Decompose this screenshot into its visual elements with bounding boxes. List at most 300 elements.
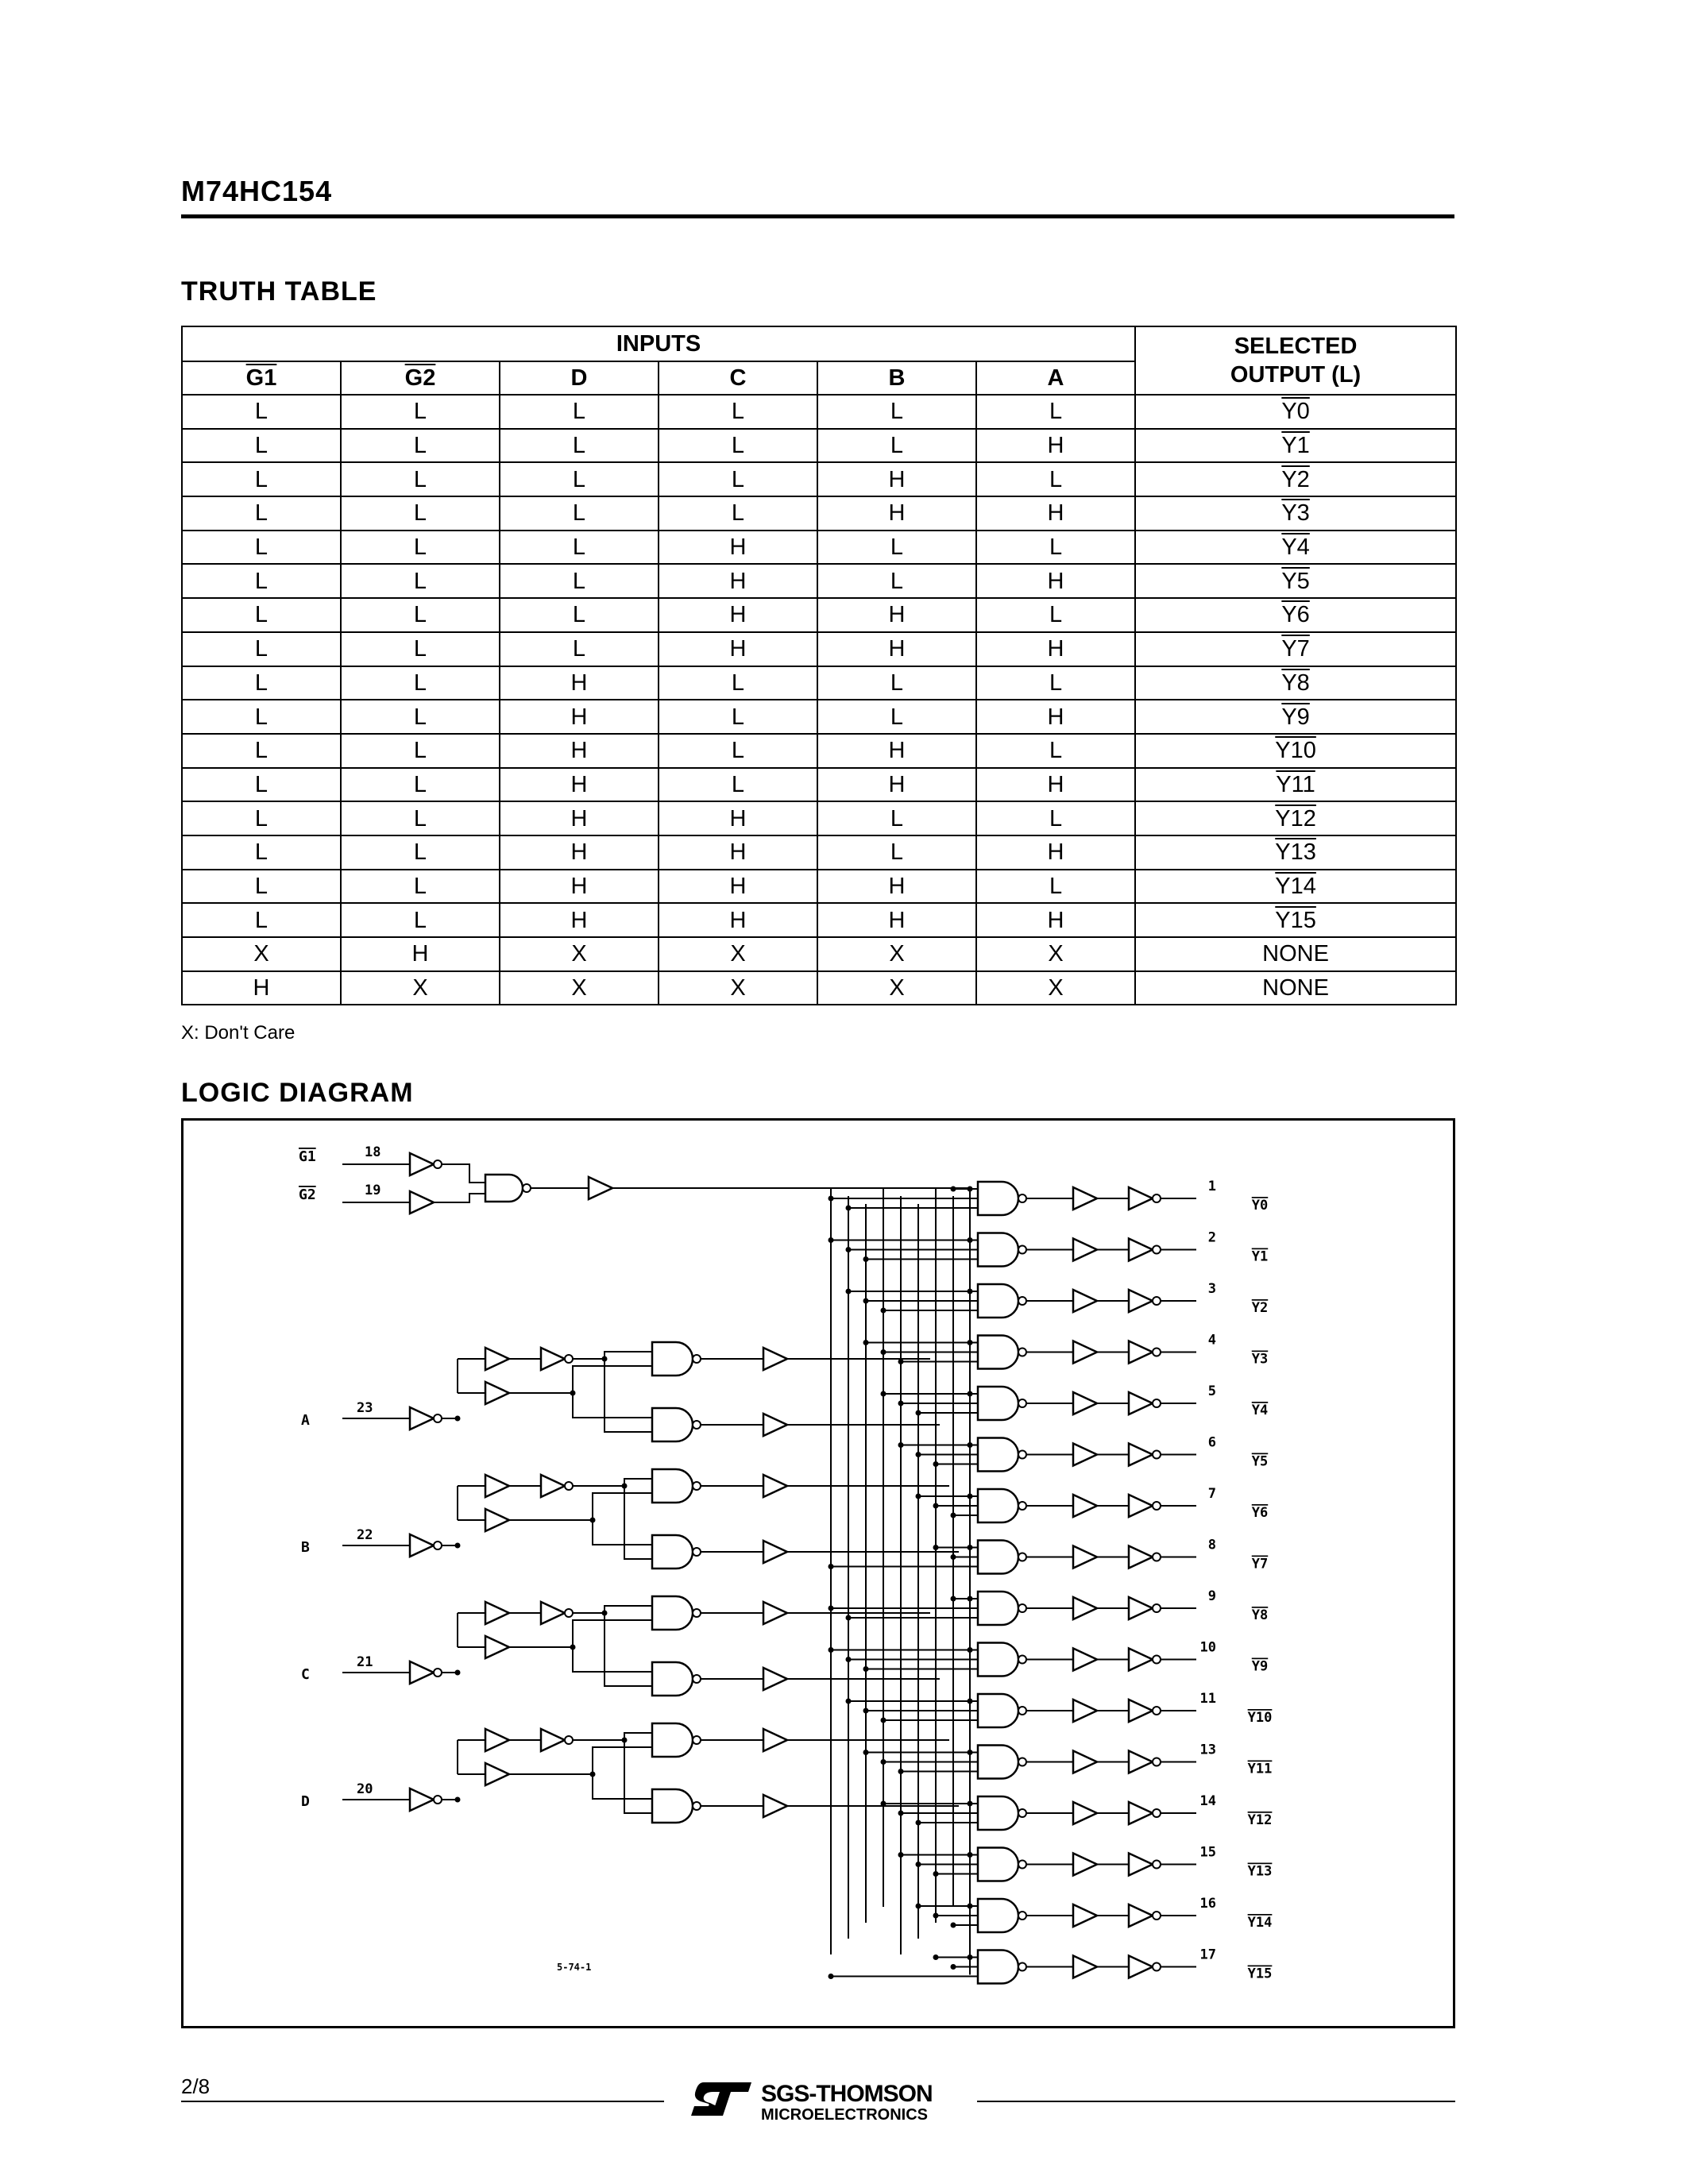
junction-dot xyxy=(951,1187,956,1192)
inverter-bubble xyxy=(693,1736,701,1744)
inverter-bubble xyxy=(1018,1297,1026,1305)
junction-dot xyxy=(951,1964,956,1970)
buffer-gate xyxy=(1073,1444,1097,1466)
junction-dot xyxy=(933,1545,939,1550)
nand-gate xyxy=(978,1694,1018,1727)
truth-table xyxy=(181,326,1457,1005)
table-row xyxy=(182,462,1456,496)
wire xyxy=(624,1740,652,1813)
table-cell: L xyxy=(182,632,341,666)
buffer-gate xyxy=(1129,1392,1153,1414)
output-cell xyxy=(1135,734,1456,768)
junction-dot xyxy=(968,1596,973,1602)
junction-dot xyxy=(602,1356,608,1362)
table-row xyxy=(182,531,1456,565)
label-text: Y2 xyxy=(1251,1300,1269,1316)
buffer-gate xyxy=(410,1534,434,1557)
nand-gate xyxy=(485,1175,523,1202)
output-cell xyxy=(1135,768,1456,802)
label-text: Y15 xyxy=(1247,1966,1273,1982)
buffer-gate xyxy=(1129,1904,1153,1927)
table-cell: L xyxy=(341,395,500,429)
label-text: 19 xyxy=(365,1183,381,1198)
label-text: 16 xyxy=(1199,1896,1216,1912)
inverter-bubble xyxy=(565,1609,573,1617)
inverter-bubble xyxy=(1153,1604,1161,1612)
nand-gate xyxy=(978,1182,1018,1215)
label-text: 1 xyxy=(1207,1179,1216,1194)
junction-dot xyxy=(602,1611,608,1616)
output-value: Y6 xyxy=(1281,602,1310,628)
label-text: 13 xyxy=(1199,1742,1216,1758)
junction-dot xyxy=(881,1391,886,1397)
table-cell: L xyxy=(659,429,817,463)
table-cell: H xyxy=(976,429,1135,463)
inverter-bubble xyxy=(693,1675,701,1683)
table-cell: H xyxy=(817,496,976,531)
output-header-line1: SELECTED xyxy=(1234,334,1358,359)
table-row xyxy=(182,564,1456,598)
junction-dot xyxy=(898,1359,904,1364)
table-cell: X xyxy=(500,971,659,1005)
table-row xyxy=(182,700,1456,734)
junction-dot xyxy=(916,1452,921,1457)
junction-dot xyxy=(846,1657,852,1662)
junction-dot xyxy=(968,1647,973,1653)
junction-dot xyxy=(968,1954,973,1960)
label-text: A xyxy=(301,1412,310,1429)
table-cell: L xyxy=(182,666,341,700)
label-text: 7 xyxy=(1207,1486,1216,1502)
table-row xyxy=(182,395,1456,429)
junction-dot xyxy=(968,1494,973,1499)
table-row xyxy=(182,971,1456,1005)
inverter-bubble xyxy=(693,1421,701,1429)
output-value: Y5 xyxy=(1281,568,1310,594)
footer-rule-right xyxy=(977,2101,1455,2102)
truth-table-title: TRUTH TABLE xyxy=(181,276,377,307)
inverter-bubble xyxy=(1018,1656,1026,1664)
junction-dot xyxy=(881,1801,886,1807)
buffer-gate xyxy=(763,1348,787,1370)
label-text: Y1 xyxy=(1251,1248,1269,1265)
inverter-bubble xyxy=(565,1355,573,1363)
table-cell: H xyxy=(659,903,817,937)
nand-gate xyxy=(652,1535,693,1569)
junction-dot xyxy=(455,1797,461,1803)
output-value: Y3 xyxy=(1281,500,1310,527)
table-cell: L xyxy=(182,531,341,565)
buffer-gate xyxy=(1073,1392,1097,1414)
junction-dot xyxy=(881,1349,886,1355)
junction-dot xyxy=(898,1442,904,1448)
table-cell: L xyxy=(976,395,1135,429)
inverter-bubble xyxy=(1018,1912,1026,1920)
junction-dot xyxy=(590,1518,596,1523)
buffer-gate xyxy=(1073,1802,1097,1824)
table-cell: H xyxy=(500,700,659,734)
label-text: 9 xyxy=(1207,1588,1216,1604)
output-value: Y9 xyxy=(1281,704,1310,730)
buffer-gate xyxy=(1129,1444,1153,1466)
table-cell: H xyxy=(500,734,659,768)
junction-dot xyxy=(916,1494,921,1499)
table-cell: L xyxy=(182,870,341,904)
table-cell: L xyxy=(500,395,659,429)
buffer-gate xyxy=(485,1348,509,1370)
table-cell: L xyxy=(659,395,817,429)
table-cell: H xyxy=(500,768,659,802)
junction-dot xyxy=(968,1289,973,1295)
nand-gate xyxy=(652,1723,693,1757)
table-cell: L xyxy=(817,395,976,429)
junction-dot xyxy=(916,1904,921,1909)
table-cell: H xyxy=(182,971,341,1005)
junction-dot xyxy=(829,1647,834,1653)
inverter-bubble xyxy=(1153,1194,1161,1202)
table-cell: L xyxy=(976,598,1135,632)
table-row xyxy=(182,734,1456,768)
nand-gate xyxy=(978,1233,1018,1267)
table-cell: H xyxy=(659,531,817,565)
table-cell: L xyxy=(341,734,500,768)
table-cell: H xyxy=(817,632,976,666)
table-cell: H xyxy=(500,870,659,904)
table-cell: L xyxy=(976,666,1135,700)
buffer-gate xyxy=(1129,1854,1153,1876)
logic-diagram xyxy=(181,1118,1455,2028)
inverter-bubble xyxy=(1018,1553,1026,1561)
table-cell: L xyxy=(182,462,341,496)
buffer-gate xyxy=(1129,1546,1153,1569)
output-value: Y15 xyxy=(1275,907,1316,933)
table-cell: L xyxy=(659,700,817,734)
label-text: 17 xyxy=(1199,1947,1216,1963)
label-text: Y5 xyxy=(1251,1453,1269,1470)
label-text: Y14 xyxy=(1247,1915,1273,1931)
table-cell: L xyxy=(500,462,659,496)
wire xyxy=(434,1194,485,1202)
table-row xyxy=(182,768,1456,802)
table-cell: L xyxy=(341,700,500,734)
table-cell: L xyxy=(976,801,1135,835)
inverter-bubble xyxy=(1018,1451,1026,1459)
wire xyxy=(509,1774,652,1799)
buffer-gate xyxy=(1129,1597,1153,1619)
buffer-gate xyxy=(1129,1700,1153,1722)
junction-dot xyxy=(916,1410,921,1416)
header-rule xyxy=(181,214,1454,218)
label-text: 8 xyxy=(1207,1537,1216,1553)
wire xyxy=(509,1647,652,1672)
nand-gate xyxy=(652,1342,693,1376)
table-cell: L xyxy=(817,700,976,734)
footer-rule-left xyxy=(181,2101,664,2102)
label-text: 23 xyxy=(357,1400,373,1416)
buffer-gate xyxy=(1073,1341,1097,1364)
inverter-bubble xyxy=(1153,1707,1161,1715)
table-cell: H xyxy=(500,835,659,870)
buffer-gate xyxy=(1073,1751,1097,1773)
output-value: Y4 xyxy=(1281,534,1310,561)
buffer-gate xyxy=(410,1788,434,1811)
table-cell: L xyxy=(341,768,500,802)
wire xyxy=(605,1613,652,1686)
nand-gate xyxy=(978,1541,1018,1574)
table-cell: L xyxy=(659,666,817,700)
output-value: Y13 xyxy=(1275,839,1316,866)
output-cell xyxy=(1135,700,1456,734)
table-row xyxy=(182,835,1456,870)
nand-gate xyxy=(652,1596,693,1630)
table-cell: X xyxy=(500,937,659,971)
table-cell: L xyxy=(817,835,976,870)
buffer-gate xyxy=(541,1348,565,1370)
brand-subtitle: MICROELECTRONICS xyxy=(761,2106,928,2124)
table-cell: H xyxy=(976,496,1135,531)
wire xyxy=(593,1493,652,1520)
buffer-gate xyxy=(1129,1956,1153,1978)
inverter-bubble xyxy=(1018,1194,1026,1202)
inverter-bubble xyxy=(434,1542,442,1549)
junction-dot xyxy=(933,1461,939,1467)
buffer-gate xyxy=(763,1541,787,1563)
junction-dot xyxy=(968,1801,973,1807)
output-cell xyxy=(1135,971,1456,1005)
output-value: Y11 xyxy=(1276,771,1315,797)
table-cell: H xyxy=(817,462,976,496)
output-cell xyxy=(1135,801,1456,835)
label-text: Y3 xyxy=(1251,1351,1269,1368)
nand-gate xyxy=(652,1469,693,1503)
nand-gate xyxy=(978,1951,1018,1984)
label-text: G1 xyxy=(299,1148,316,1165)
buffer-gate xyxy=(763,1668,787,1690)
inverter-bubble xyxy=(1018,1758,1026,1766)
table-cell: H xyxy=(659,632,817,666)
table-cell: L xyxy=(341,903,500,937)
output-cell xyxy=(1135,564,1456,598)
table-row xyxy=(182,666,1456,700)
junction-dot xyxy=(829,1237,834,1243)
table-cell: H xyxy=(817,903,976,937)
buffer-gate xyxy=(763,1729,787,1751)
junction-dot xyxy=(622,1484,628,1489)
table-row xyxy=(182,870,1456,904)
wire xyxy=(605,1359,652,1432)
column-header-c: C xyxy=(659,361,817,395)
table-cell: H xyxy=(976,768,1135,802)
buffer-gate xyxy=(1073,1854,1097,1876)
table-cell: X xyxy=(659,937,817,971)
table-cell: L xyxy=(341,801,500,835)
label-text: 22 xyxy=(357,1527,373,1543)
table-cell: X xyxy=(659,971,817,1005)
junction-dot xyxy=(863,1340,869,1345)
inverter-bubble xyxy=(1018,1707,1026,1715)
buffer-gate xyxy=(1073,1904,1097,1927)
label-text: Y11 xyxy=(1247,1761,1273,1777)
table-cell: L xyxy=(500,598,659,632)
buffer-gate xyxy=(589,1177,612,1199)
table-cell: H xyxy=(659,870,817,904)
table-cell: L xyxy=(182,395,341,429)
table-cell: L xyxy=(182,700,341,734)
inverter-bubble xyxy=(565,1482,573,1490)
st-logo-icon xyxy=(689,2079,753,2117)
label-text: D xyxy=(301,1793,310,1810)
junction-dot xyxy=(951,1513,956,1518)
nand-gate xyxy=(978,1848,1018,1881)
table-cell: L xyxy=(341,496,500,531)
junction-dot xyxy=(455,1543,461,1549)
output-value: NONE xyxy=(1262,941,1329,967)
nand-gate xyxy=(652,1662,693,1696)
output-value: Y7 xyxy=(1281,636,1310,662)
wire xyxy=(442,1164,485,1183)
buffer-gate xyxy=(541,1602,565,1624)
inputs-header: INPUTS xyxy=(182,326,1135,361)
table-cell: L xyxy=(341,632,500,666)
output-cell xyxy=(1135,903,1456,937)
table-cell: L xyxy=(500,496,659,531)
table-row xyxy=(182,496,1456,531)
inverter-bubble xyxy=(565,1736,573,1744)
output-cell xyxy=(1135,666,1456,700)
buffer-gate xyxy=(410,1407,434,1430)
table-cell: L xyxy=(341,598,500,632)
label-text: 3 xyxy=(1207,1281,1216,1297)
buffer-gate xyxy=(763,1795,787,1817)
buffer-gate xyxy=(1129,1802,1153,1824)
label-text: Y7 xyxy=(1251,1556,1269,1572)
junction-dot xyxy=(968,1699,973,1704)
junction-dot xyxy=(916,1862,921,1867)
buffer-gate xyxy=(485,1475,509,1497)
junction-dot xyxy=(968,1187,973,1192)
wire xyxy=(573,1620,652,1647)
label-text: 5 xyxy=(1207,1383,1216,1399)
buffer-gate xyxy=(763,1475,787,1497)
inverter-bubble xyxy=(1153,1246,1161,1254)
nand-gate xyxy=(978,1899,1018,1932)
buffer-gate xyxy=(1073,1187,1097,1210)
nand-gate xyxy=(978,1284,1018,1318)
table-cell: X xyxy=(817,937,976,971)
table-cell: H xyxy=(817,734,976,768)
output-value: Y8 xyxy=(1281,669,1310,696)
buffer-gate xyxy=(1073,1239,1097,1261)
buffer-gate xyxy=(1129,1239,1153,1261)
buffer-gate xyxy=(485,1636,509,1658)
table-cell: L xyxy=(659,496,817,531)
junction-dot xyxy=(846,1699,852,1704)
junction-dot xyxy=(951,1923,956,1928)
output-cell xyxy=(1135,598,1456,632)
buffer-gate xyxy=(1129,1341,1153,1364)
nand-gate xyxy=(978,1489,1018,1522)
junction-dot xyxy=(846,1247,852,1252)
table-cell: L xyxy=(500,632,659,666)
inverter-bubble xyxy=(434,1669,442,1677)
table-cell: L xyxy=(182,598,341,632)
buffer-gate xyxy=(1129,1187,1153,1210)
output-cell xyxy=(1135,870,1456,904)
inverter-bubble xyxy=(1018,1809,1026,1817)
table-cell: X xyxy=(976,971,1135,1005)
label-text: 18 xyxy=(365,1144,381,1160)
label-text: 11 xyxy=(1199,1691,1216,1707)
nand-gate xyxy=(978,1592,1018,1625)
brand-name: SGS-THOMSON xyxy=(761,2081,933,2107)
junction-dot xyxy=(968,1545,973,1550)
junction-dot xyxy=(863,1750,869,1755)
buffer-gate xyxy=(763,1414,787,1436)
table-cell: L xyxy=(341,429,500,463)
buffer-gate xyxy=(1073,1956,1097,1978)
table-cell: L xyxy=(182,429,341,463)
inverter-bubble xyxy=(693,1802,701,1810)
wire xyxy=(624,1486,652,1559)
junction-dot xyxy=(916,1820,921,1826)
table-cell: L xyxy=(341,531,500,565)
label-text: Y12 xyxy=(1247,1812,1273,1828)
label-text: 15 xyxy=(1199,1844,1216,1861)
buffer-gate xyxy=(410,1661,434,1684)
label-text: 2 xyxy=(1207,1229,1216,1246)
junction-dot xyxy=(829,1974,834,1979)
wire xyxy=(624,1479,652,1486)
inverter-bubble xyxy=(434,1796,442,1804)
label-text: Y8 xyxy=(1251,1607,1269,1623)
wire xyxy=(605,1606,652,1613)
junction-dot xyxy=(898,1811,904,1816)
table-cell: L xyxy=(500,429,659,463)
buffer-gate xyxy=(1073,1700,1097,1722)
part-number: M74HC154 xyxy=(181,175,333,207)
table-cell: H xyxy=(500,666,659,700)
buffer-gate xyxy=(1129,1649,1153,1671)
output-value: Y0 xyxy=(1281,399,1310,425)
label-text: B xyxy=(301,1539,310,1556)
table-cell: L xyxy=(976,870,1135,904)
table-row xyxy=(182,598,1456,632)
table-row xyxy=(182,903,1456,937)
logic-diagram-svg xyxy=(183,1121,1453,2026)
table-cell: H xyxy=(500,903,659,937)
junction-dot xyxy=(570,1391,576,1396)
table-cell: L xyxy=(182,734,341,768)
label-text: 4 xyxy=(1207,1332,1216,1349)
selected-output-header xyxy=(1135,326,1456,395)
table-row xyxy=(182,801,1456,835)
buffer-gate xyxy=(763,1602,787,1624)
table-cell: L xyxy=(341,564,500,598)
logic-diagram-title: LOGIC DIAGRAM xyxy=(181,1078,414,1108)
nand-gate xyxy=(652,1408,693,1441)
junction-dot xyxy=(968,1852,973,1858)
buffer-gate xyxy=(1129,1751,1153,1773)
junction-dot xyxy=(863,1256,869,1262)
nand-gate xyxy=(978,1643,1018,1677)
inverter-bubble xyxy=(693,1355,701,1363)
label-text: Y0 xyxy=(1251,1198,1269,1214)
junction-dot xyxy=(846,1206,852,1211)
output-value: Y1 xyxy=(1281,433,1310,459)
wire xyxy=(509,1393,652,1418)
output-value: Y10 xyxy=(1275,738,1316,764)
junction-dot xyxy=(898,1401,904,1406)
